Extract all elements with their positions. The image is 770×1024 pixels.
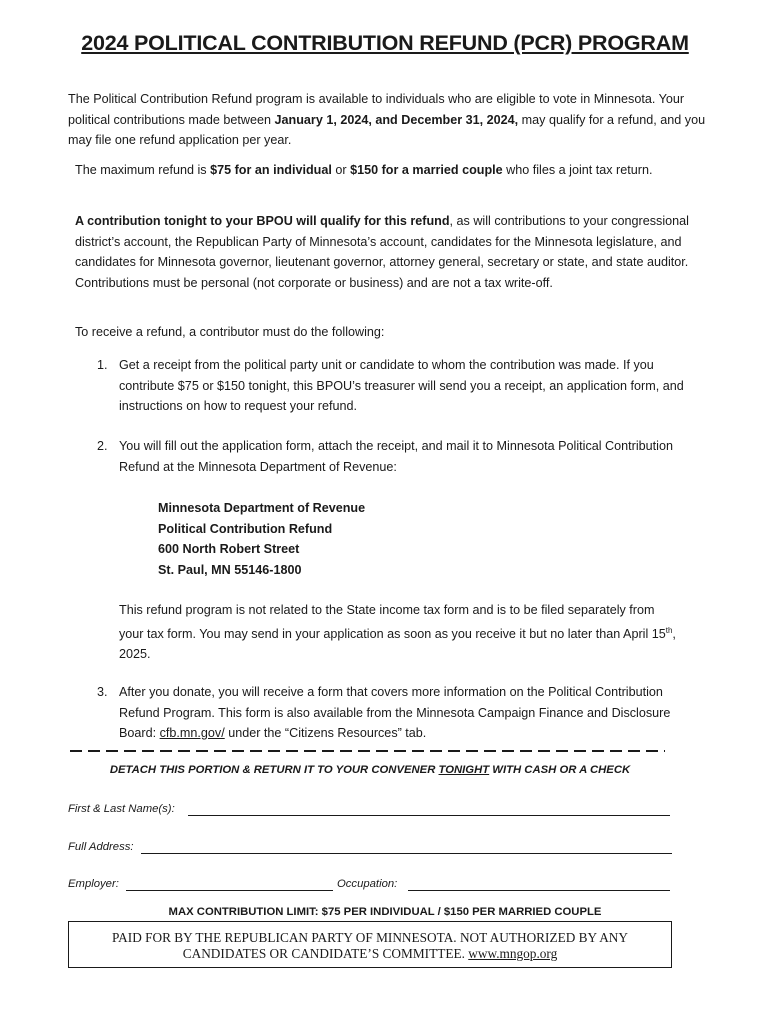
bpou-paragraph xyxy=(75,211,705,293)
page-title: 2024 POLITICAL CONTRIBUTION REFUND (PCR) PROGRAM xyxy=(81,31,689,55)
address-label: Full Address: xyxy=(68,841,134,853)
note-text-end: , 2025. xyxy=(119,626,676,662)
intro-dates: January 1, 2024, and December 31, 2024, xyxy=(274,112,519,127)
mailing-address xyxy=(158,498,365,580)
name-blank-line[interactable] xyxy=(188,803,670,816)
max-refund-text: The maximum refund is xyxy=(75,163,211,177)
address-line: St. Paul, MN 55146-1800 xyxy=(158,562,302,577)
cfb-link[interactable]: cfb.mn.gov/ xyxy=(159,726,225,740)
list-text-part: under the “Citizens Resources” tab. xyxy=(224,726,427,740)
employer-blank-line[interactable] xyxy=(126,878,333,891)
to-receive-text: To receive a refund, a contributor must do the following: xyxy=(75,325,385,339)
max-refund-end: who files a joint tax return. xyxy=(502,163,653,177)
occupation-blank-line[interactable] xyxy=(408,878,670,891)
filing-note xyxy=(119,600,679,665)
list-text xyxy=(119,682,679,744)
employer-label: Employer: xyxy=(68,878,119,890)
disclaimer-line-2 xyxy=(69,946,671,962)
disclaimer-line: PAID FOR BY THE REPUBLICAN PARTY OF MINNESOTA. NOT AUTHORIZED BY ANY xyxy=(111,930,629,945)
detach-instruction xyxy=(0,764,740,776)
intro-paragraph xyxy=(68,89,708,151)
max-refund-paragraph xyxy=(75,160,700,181)
bpou-text: , as will contributions to your congressional district’s account, the Republican Party of Minnesota’s account, candidates for the Minnesota legislature, and candidates for Minnesota governor, lieutenant governor, attorney general, secretary or state, and state auditor. Contributions must be personal (not corporate or business) and are not a tax write-off. xyxy=(75,214,689,290)
list-text-part: After you donate, you will receive a form that covers more information on the Political Contribution Refund Program. This form is also available from the Minnesota Campaign Finance and Disclosure Board: xyxy=(119,685,671,740)
address-line: 600 North Robert Street xyxy=(158,542,300,556)
max-refund-or: or xyxy=(331,163,351,177)
paid-for-disclaimer xyxy=(68,921,672,968)
list-text: Get a receipt from the political party unit or candidate to whom the contribution was made. If you contribute $75 or $150 tonight, this BPOU’s treasurer will send you a receipt, an application form, and instructions on how to request your refund. xyxy=(119,358,684,413)
address-line: Political Contribution Refund xyxy=(158,521,333,536)
name-label: First & Last Name(s): xyxy=(68,803,175,815)
note-text: This refund program is not related to the State income tax form and is to be filed separately from your tax form. You may send in your application as soon as you receive it but no later than April 15 xyxy=(119,603,666,641)
note-superscript: th xyxy=(665,625,673,635)
address-field xyxy=(68,841,134,853)
disclaimer-text: CANDIDATES OR CANDIDATE’S COMMITTEE. xyxy=(182,946,469,961)
address-line: Minnesota Department of Revenue xyxy=(158,501,366,515)
list-number: 1. xyxy=(97,358,108,372)
detach-tonight: TONIGHT xyxy=(438,764,490,776)
detach-divider xyxy=(70,750,665,752)
occupation-label: Occupation: xyxy=(337,878,398,890)
list-text: You will fill out the application form, attach the receipt, and mail it to Minnesota Political Contribution Refund at the Minnesota Department of Revenue: xyxy=(119,439,673,474)
detach-text: DETACH THIS PORTION & RETURN IT TO YOUR CONVENER xyxy=(109,764,439,776)
bpou-lead: A contribution tonight to your BPOU will qualify for this refund xyxy=(75,214,450,228)
list-number: 3. xyxy=(97,685,108,699)
detach-text-end: WITH CASH OR A CHECK xyxy=(489,764,631,776)
individual-amount: $75 for an individual xyxy=(210,163,332,177)
intro-text-end: may qualify for a refund, and you may file one refund application per year. xyxy=(68,112,706,147)
max-contribution-limit: MAX CONTRIBUTION LIMIT: $75 PER INDIVIDUAL / $150 PER MARRIED COUPLE xyxy=(168,906,602,918)
name-field xyxy=(68,803,175,815)
mngop-link[interactable]: www.mngop.org xyxy=(468,946,558,961)
intro-text: The Political Contribution Refund program is available to individuals who are eligible to vote in Minnesota. Your political contributions made between xyxy=(68,92,685,127)
address-blank-line[interactable] xyxy=(141,841,672,854)
list-number: 2. xyxy=(97,439,108,453)
employer-occupation-field xyxy=(68,878,670,890)
couple-amount: $150 for a married couple xyxy=(350,163,503,177)
